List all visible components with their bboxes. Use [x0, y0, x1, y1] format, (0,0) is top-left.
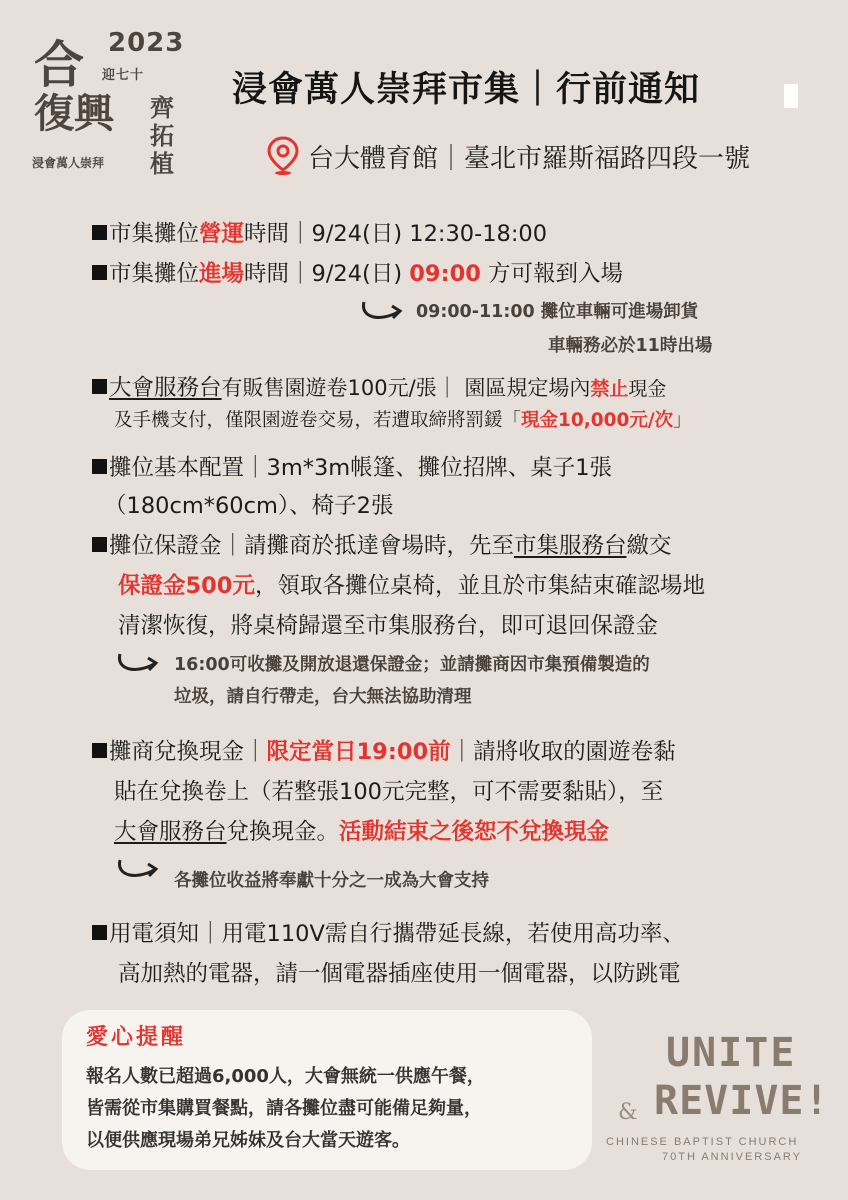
bullet-square-icon: [92, 265, 107, 280]
entry-time-hour: 09:00: [409, 261, 481, 287]
service-desk-text: 有販售園遊卷100元/張｜ 園區規定場內: [221, 376, 591, 400]
curved-arrow-icon: [358, 298, 406, 326]
location-text: 台大體育館｜臺北市羅斯福路四段一號: [308, 143, 751, 174]
curved-arrow-icon: [114, 650, 162, 678]
bullet-square-icon: [92, 225, 107, 240]
bullet-square-icon: [92, 743, 107, 758]
entry-note-1: 09:00-11:00 攤位車輛可進場卸貨: [416, 302, 699, 322]
brand-church-name: CHINESE BAPTIST CHURCH: [606, 1136, 799, 1148]
booth-config-line-2: （180cm*60cm）、椅子2張: [104, 493, 394, 519]
bullet-square-icon: [92, 379, 107, 394]
market-desk-name: 市集服務台: [514, 533, 627, 559]
brand-ampersand: &: [618, 1100, 638, 1125]
reminder-line-3: 以便供應現場弟兄姊妹及台大當天遊客。: [86, 1130, 410, 1151]
curved-arrow-icon: [114, 856, 162, 884]
payment-rule-text: 及手機支付，僅限園遊卷交易，若遭取締將罰鍰「: [114, 410, 522, 431]
power-line-1: [92, 916, 685, 948]
prohibited-highlight: 禁止: [590, 378, 629, 400]
exchange-line-3: [114, 814, 609, 846]
deposit-note-2: 垃圾，請自行帶走，台大無法協助清理: [174, 687, 472, 707]
entry-time-highlight: 進場: [199, 261, 245, 287]
logo-char-he: 合: [34, 36, 84, 94]
service-desk-name: 大會服務台: [109, 375, 222, 401]
brand-revive: REVIVE!: [654, 1078, 830, 1124]
deposit-text: 攤位保證金｜請攤商於抵達會場時，先至: [109, 533, 515, 559]
reminder-line-1: 報名人數已超過6,000人，大會無統一供應午餐，: [86, 1066, 485, 1087]
op-time-label: 市集攤位: [109, 221, 200, 247]
entry-note-2: 車輛務必於11時出場: [548, 336, 713, 356]
fine-amount: 現金10,000元/次: [521, 410, 674, 431]
bullet-square-icon: [92, 925, 107, 940]
fine-close-bracket: 」: [673, 410, 692, 431]
title-accent-bar: [784, 84, 798, 108]
no-exchange-warning: 活動結束之後恕不兌換現金: [339, 819, 610, 845]
deposit-line-2: [118, 568, 705, 600]
service-desk-line-1: [92, 370, 666, 402]
page-title: 浸會萬人崇拜市集｜行前通知: [232, 70, 701, 110]
deposit-pay-word: 繳交: [626, 533, 672, 559]
booth-config-text: 攤位基本配置｜3m*3m帳篷、攤位招牌、桌子1張: [109, 455, 613, 481]
exchange-note: 各攤位收益將奉獻十分之一成為大會支持: [174, 871, 489, 891]
reminder-title: 愛心提醒: [86, 1025, 187, 1050]
power-line-2: 高加熱的電器，請一個電器插座使用一個電器，以防跳電: [118, 961, 681, 987]
exchange-label: 攤商兌換現金｜: [109, 739, 267, 765]
location-line: [266, 136, 750, 176]
reminder-line-2: 皆需從市集購買餐點，請各攤位盡可能備足夠量，: [86, 1098, 482, 1119]
entry-time-line: [92, 256, 623, 288]
exchange-cash-text: 兌換現金。: [226, 819, 340, 845]
brand-anniversary: 70TH ANNIVERSARY: [662, 1151, 803, 1163]
entry-time-suffix: 方可報到入場: [480, 261, 624, 287]
bullet-square-icon: [92, 459, 107, 474]
logo-side-text: 齊拓植: [150, 94, 174, 178]
deposit-amount: 保證金500元: [118, 573, 255, 599]
logo-small-text: 浸會萬人崇拜: [32, 156, 105, 170]
entry-time-label: 市集攤位: [109, 261, 200, 287]
op-time-value: 時間｜9/24(日) 12:30-18:00: [244, 221, 548, 247]
deposit-note-1: 16:00可收攤及開放退還保證金；並請攤商因市集預備製造的: [174, 655, 650, 675]
deposit-line-3: 清潔恢復，將桌椅歸還至市集服務台，即可退回保證金: [118, 613, 659, 639]
exchange-deadline: 限定當日19:00前: [266, 739, 451, 765]
deposit-instruction: ，領取各攤位桌椅，並且於市集結束確認場地: [254, 573, 705, 599]
brand-unite: UNITE: [666, 1030, 797, 1076]
op-time-highlight: 營運: [199, 221, 245, 247]
location-pin-icon: [266, 136, 300, 176]
booth-config-line-1: [92, 450, 612, 482]
exchange-line-1: [92, 734, 676, 766]
bullet-square-icon: [92, 537, 107, 552]
deposit-line-1: [92, 528, 672, 560]
power-text: 用電須知｜用電110V需自行攜帶延長線，若使用高功率、: [109, 921, 685, 947]
entry-time-date: 時間｜9/24(日): [244, 261, 410, 287]
exchange-instruction: ｜請將收取的園遊卷黏: [450, 739, 676, 765]
logo-char-fuxing: 復興: [34, 91, 114, 137]
logo-subtitle: 迎七十: [102, 68, 145, 83]
exchange-line-2: 貼在兌換卷上（若整張100元完整，可不需要黏貼），至: [114, 779, 664, 805]
service-desk-line-2: [114, 406, 692, 432]
cash-word: 現金: [628, 378, 667, 400]
service-desk-name-2: 大會服務台: [114, 819, 227, 845]
operating-time-line: [92, 216, 547, 248]
event-logo: [30, 28, 190, 188]
logo-year: 2023: [108, 28, 185, 58]
